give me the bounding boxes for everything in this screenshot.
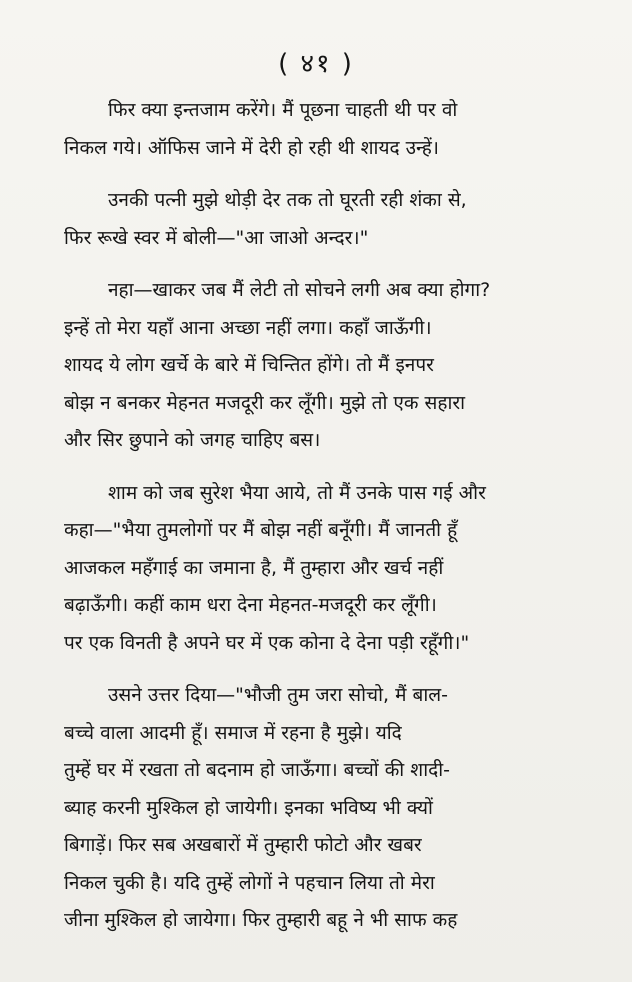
text-line: बढ़ाऊँगी। कहीं काम धरा देना मेहनत-मजदूरी कर लूँगी। [64, 594, 437, 616]
text-line: और सिर छुपाने को जगह चाहिए बस। [64, 429, 321, 451]
text-line: तुम्हें घर में रखता तो बदनाम हो जाऊँगा। बच्चों की शादी- [64, 759, 450, 781]
text-line: उनकी पत्नी मुझे थोड़ी देर तक तो घूरती रही शंका से, [108, 189, 467, 211]
paragraph-2 [64, 182, 604, 257]
text-line: बिगाड़ें। फिर सब अखबारों में तुम्हारी फोटो और खबर [64, 834, 422, 856]
text-line: शाम को जब सुरेश भैया आये, तो मैं उनके पास गई और [108, 481, 486, 504]
text-line: जीना मुश्किल हो जायेगा। फिर तुम्हारी बहू ने भी साफ कह [64, 909, 458, 931]
text-line: आजकल महँगाई का जमाना है, मैं तुम्हारा और खर्च नहीं [64, 556, 444, 579]
text-line: फिर रूखे स्वर में बोली—"आ जाओ अन्दर।" [64, 226, 369, 249]
text-line: बोझ न बनकर मेहनत मजदूरी कर लूँगी। मुझे तो एक सहारा [64, 391, 466, 414]
text-line: पर एक विनती है अपने घर में एक कोना दे देना पड़ी रहूँगी।" [64, 631, 470, 654]
text-line: इन्हें तो मेरा यहाँ आना अच्छा नहीं लगा। कहाँ जाऊँगी। [64, 316, 432, 339]
text-line: ब्याह करनी मुश्किल हो जायेगी। इनका भविष्य भी क्यों [64, 796, 433, 819]
text-line: बच्चे वाला आदमी हूँ। समाज में रहना है मुझे। यदि [64, 721, 402, 744]
text-line: निकल गये। ऑफिस जाने में देरी हो रही थी शायद उन्हें। [64, 136, 439, 159]
text-line: फिर क्या इन्तजाम करेंगे। मैं पूछना चाहती थी पर वो [108, 99, 458, 121]
text-line: शायद ये लोग खर्चे के बारे में चिन्तित होंगे। तो मैं इनपर [64, 354, 434, 376]
text-line: कहा—"भैया तुमलोगों पर मैं बोझ नहीं बनूँगी। मैं जानती हूँ [64, 519, 458, 541]
paragraph-4 [64, 475, 604, 663]
paragraph-3 [64, 272, 604, 460]
paragraph-1 [64, 92, 604, 167]
text-line: उसने उत्तर दिया—"भौजी तुम जरा सोचो, मैं बाल- [108, 684, 449, 706]
page-body-text [64, 92, 604, 955]
paragraph-5 [64, 677, 604, 940]
page-number: ( ४१ ) [278, 49, 354, 79]
text-line: नहा—खाकर जब मैं लेटी तो सोचने लगी अब क्या होगा? [108, 279, 491, 301]
text-line: निकल चुकी है। यदि तुम्हें लोगों ने पहचान लिया तो मेरा [64, 871, 435, 894]
